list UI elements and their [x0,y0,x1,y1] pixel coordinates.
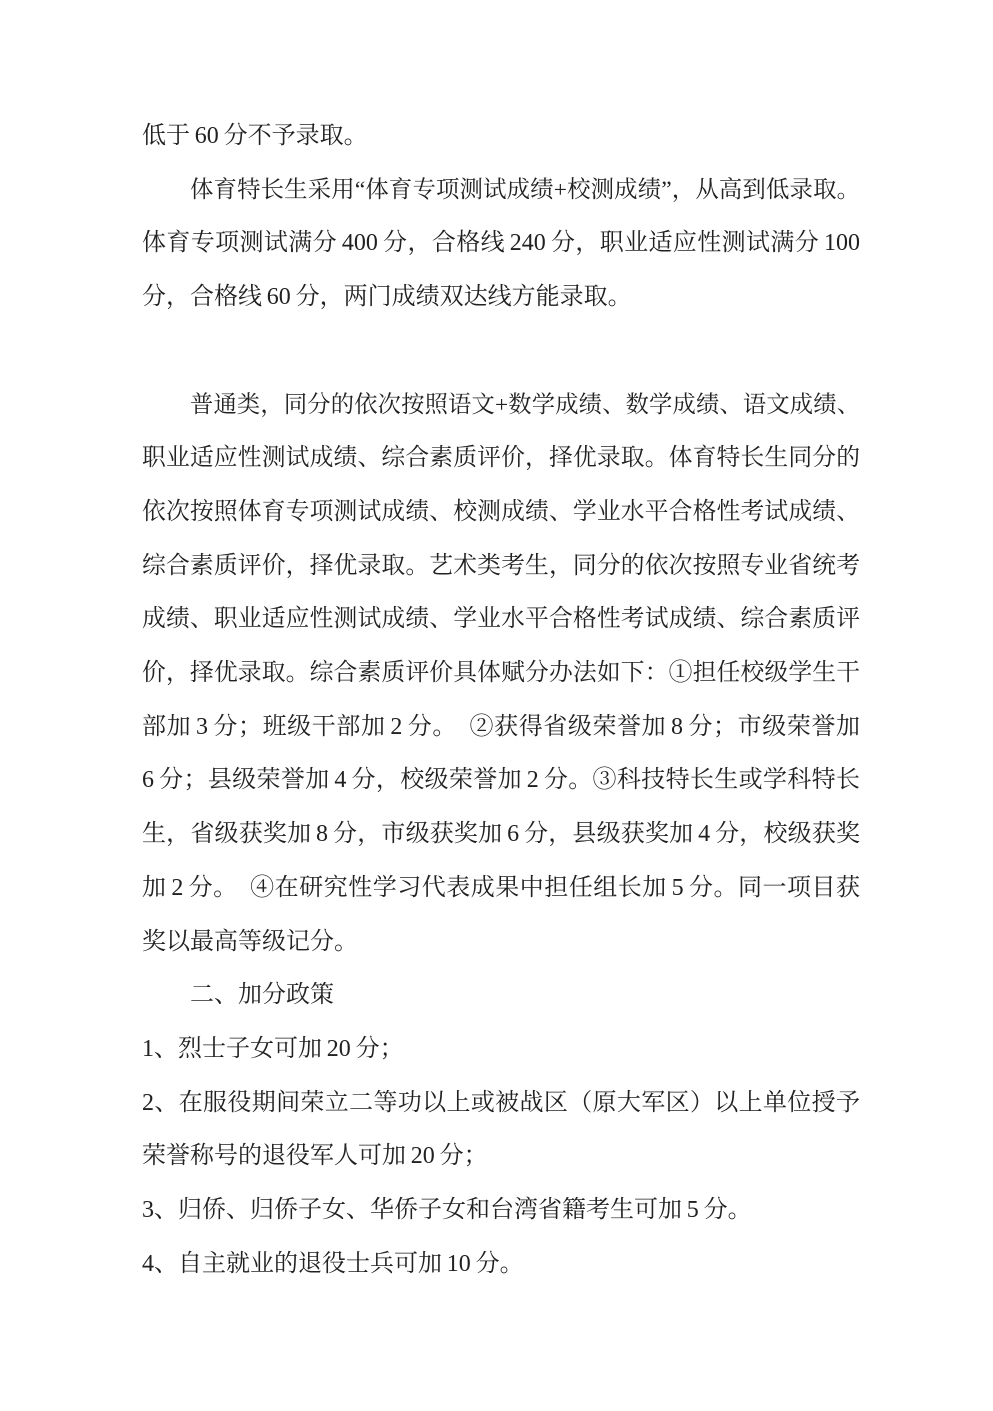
document-content [142,110,860,1291]
text-line: 依次按照体育专项测试成绩、校测成绩、学业水平合格性考试成绩、 [142,498,860,525]
text-line: 6 分；县级荣誉加 4 分，校级荣誉加 2 分。③科技特长生或学科特长 [142,767,860,794]
text-line: 3、归侨、归侨子女、华侨子女和台湾省籍考生可加 5 分。 [142,1197,752,1224]
text-line: 1、烈士子女可加 20 分； [142,1035,404,1062]
text-line: 职业适应性测试成绩、综合素质评价，择优录取。体育特长生同分的 [142,445,860,472]
text-line: 加 2 分。 ④在研究性学习代表成果中担任组长加 5 分。同一项目获 [142,874,860,901]
text-line: 4、自主就业的退役士兵可加 10 分。 [142,1250,524,1277]
text-line: 荣誉称号的退役军人可加 20 分； [142,1143,488,1170]
text-line: 价，择优录取。综合素质评价具体赋分办法如下：①担任校级学生干 [142,660,860,687]
text-line: 普通类，同分的依次按照语文+数学成绩、数学成绩、语文成绩、 [190,391,860,418]
text-line: 体育特长生采用“体育专项测试成绩+校测成绩”，从高到低录取。 [190,176,860,203]
text-line: 分，合格线 60 分，两门成绩双达线方能录取。 [142,284,632,311]
text-line: 生，省级获奖加 8 分，市级获奖加 6 分，县级获奖加 4 分，校级获奖 [142,821,860,848]
text-line: 二、加分政策 [190,982,334,1009]
text-line: 成绩、职业适应性测试成绩、学业水平合格性考试成绩、综合素质评 [142,606,860,633]
text-line: 低于 60 分不予录取。 [142,123,368,149]
text-line: 奖以最高等级记分。 [142,928,358,955]
text-line: 体育专项测试满分 400 分，合格线 240 分，职业适应性测试满分 100 [142,230,860,257]
text-line: 2、在服役期间荣立二等功以上或被战区（原大军区）以上单位授予 [142,1089,860,1116]
text-line: 部加 3 分；班级干部加 2 分。 ②获得省级荣誉加 8 分；市级荣誉加 [142,713,860,740]
blank-line [142,325,860,379]
text-line: 综合素质评价，择优录取。艺术类考生，同分的依次按照专业省统考 [142,552,860,579]
